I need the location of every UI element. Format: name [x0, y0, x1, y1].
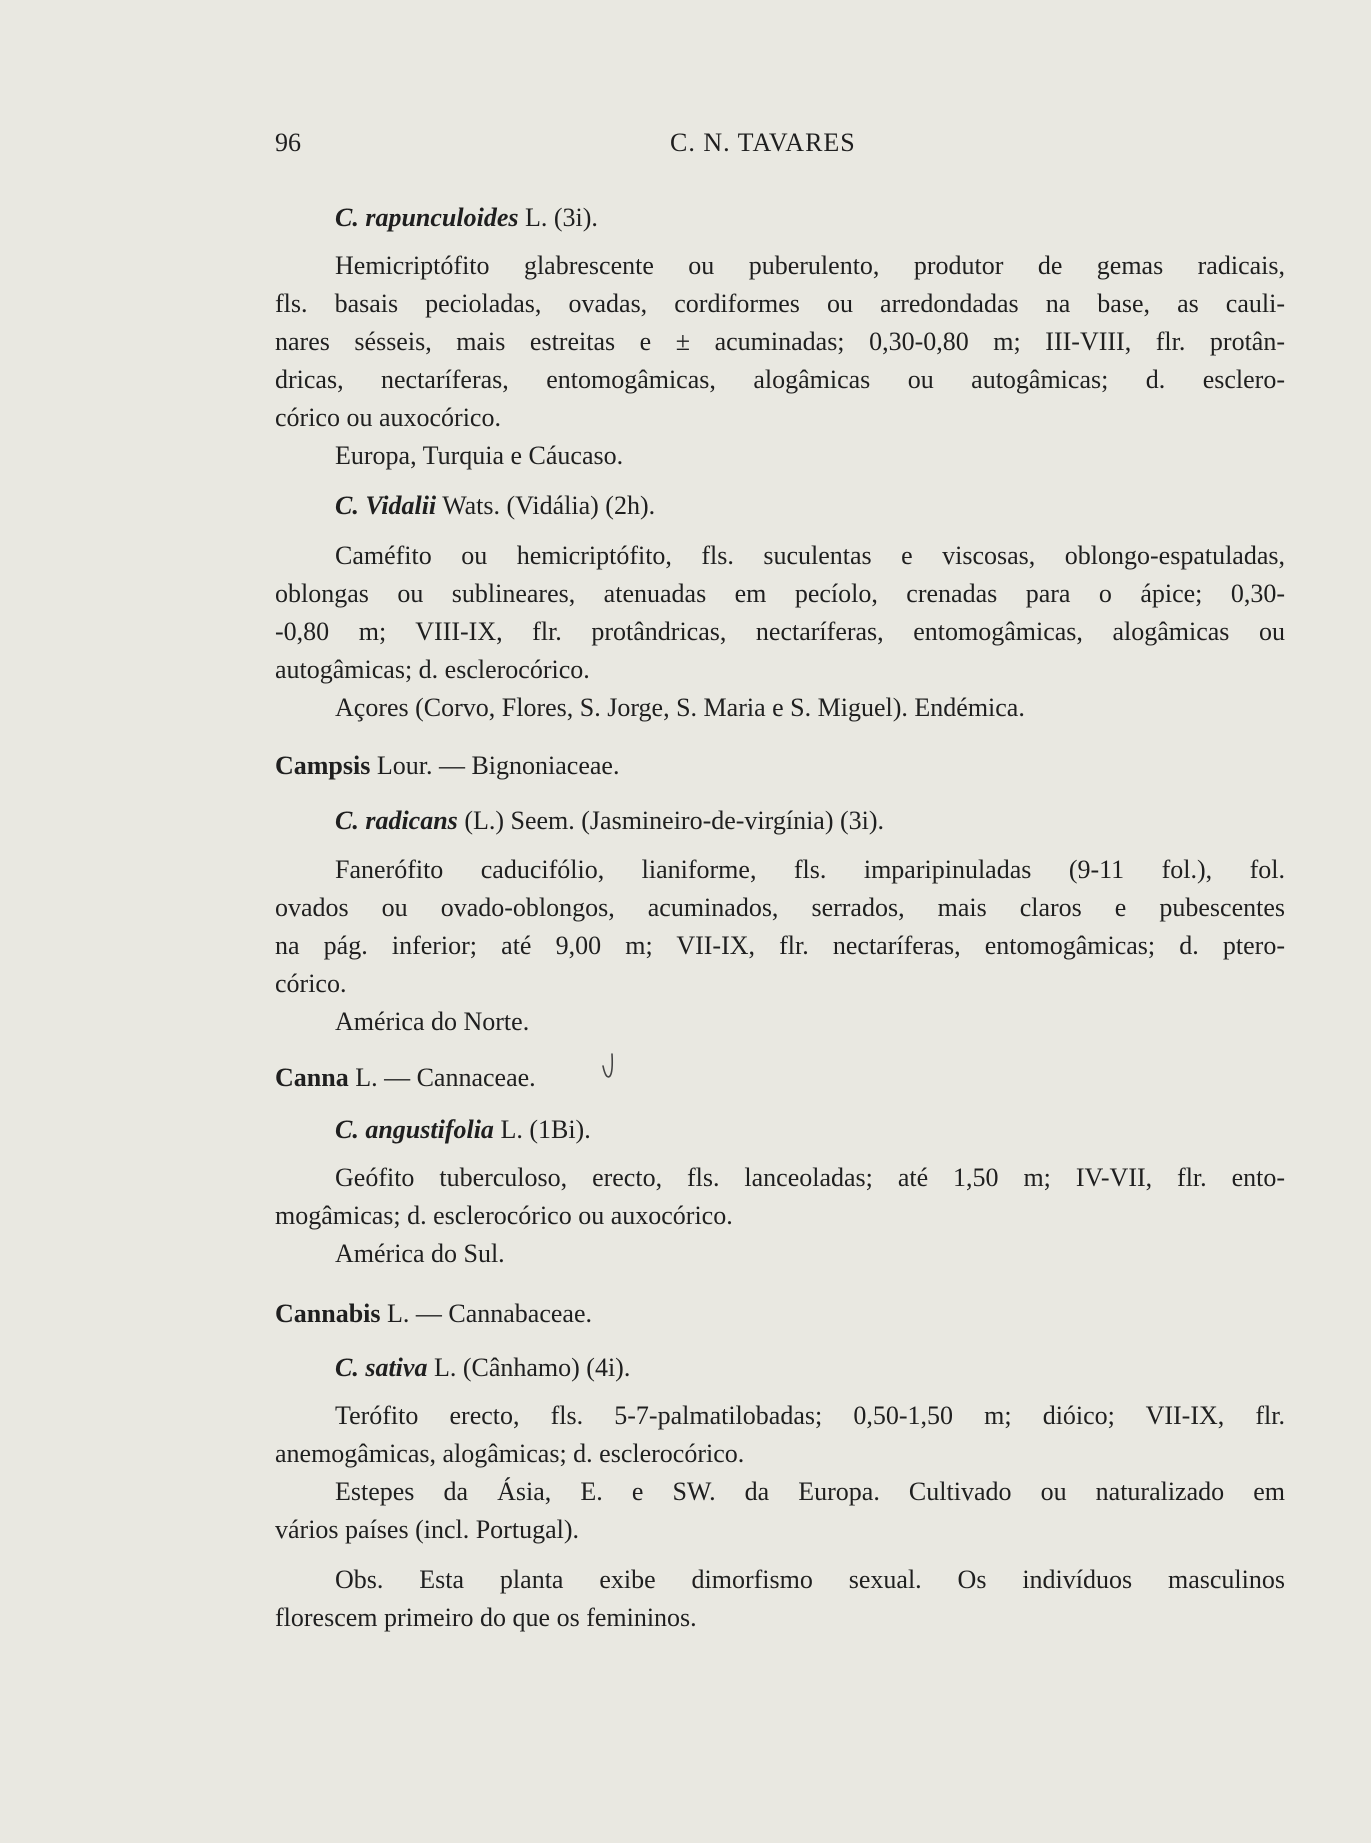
- description-line: fls. basais pecioladas, ovadas, cordiformes ou arredondadas na base, as cauli-: [275, 289, 1285, 318]
- description-line: Fanerófito caducifólio, lianiforme, fls. imparipinuladas (9-11 fol.), fol.: [335, 855, 1285, 884]
- distribution-line: Açores (Corvo, Flores, S. Jorge, S. Maria e S. Miguel). Endémica.: [335, 693, 1025, 722]
- running-author: C. N. TAVARES: [670, 128, 856, 157]
- genus-heading: Canna L. — Cannaceae.: [275, 1063, 536, 1092]
- species-heading: C. Vidalii Wats. (Vidália) (2h).: [335, 491, 656, 520]
- species-heading: C. radicans (L.) Seem. (Jasmineiro-de-virgínia) (3i).: [335, 806, 885, 835]
- page-number: 96: [275, 128, 301, 157]
- observation-line: florescem primeiro do que os femininos.: [275, 1603, 697, 1632]
- description-line: dricas, nectaríferas, entomogâmicas, alogâmicas ou autogâmicas; d. esclero-: [275, 365, 1285, 394]
- genus-heading: Cannabis L. — Cannabaceae.: [275, 1299, 593, 1328]
- description-line: na pág. inferior; até 9,00 m; VII-IX, flr. nectaríferas, entomogâmicas; d. ptero-: [275, 931, 1285, 960]
- observation-line: Obs. Esta planta exibe dimorfismo sexual. Os indivíduos masculinos: [335, 1565, 1285, 1594]
- description-line: córico.: [275, 969, 347, 998]
- genus-heading: Campsis Lour. — Bignoniaceae.: [275, 751, 620, 780]
- distribution-line: América do Norte.: [335, 1007, 530, 1036]
- species-heading: C. sativa L. (Cânhamo) (4i).: [335, 1353, 631, 1382]
- distribution-line: América do Sul.: [335, 1239, 505, 1268]
- running-header: [275, 128, 1275, 168]
- description-line: córico ou auxocórico.: [275, 403, 501, 432]
- pencil-checkmark-icon: [600, 1050, 620, 1084]
- description-line: nares sésseis, mais estreitas e ± acuminadas; 0,30-0,80 m; III-VIII, flr. protân-: [275, 327, 1285, 356]
- description-line: oblongas ou sublineares, atenuadas em pecíolo, crenadas para o ápice; 0,30-: [275, 579, 1285, 608]
- description-line: Terófito erecto, fls. 5-7-palmatilobadas; 0,50-1,50 m; dióico; VII-IX, flr.: [335, 1401, 1285, 1430]
- species-heading: C. rapunculoides L. (3i).: [335, 203, 598, 232]
- distribution-line: Europa, Turquia e Cáucaso.: [335, 441, 624, 470]
- description-line: -0,80 m; VIII-IX, flr. protândricas, nectaríferas, entomogâmicas, alogâmicas ou: [275, 617, 1285, 646]
- distribution-line: Estepes da Ásia, E. e SW. da Europa. Cultivado ou naturalizado em: [335, 1477, 1285, 1506]
- species-heading: C. angustifolia L. (1Bi).: [335, 1115, 591, 1144]
- description-line: ovados ou ovado-oblongos, acuminados, serrados, mais claros e pubescentes: [275, 893, 1285, 922]
- description-line: Hemicriptófito glabrescente ou puberulento, produtor de gemas radicais,: [335, 251, 1285, 280]
- description-line: autogâmicas; d. esclerocórico.: [275, 655, 590, 684]
- distribution-line: vários países (incl. Portugal).: [275, 1515, 579, 1544]
- description-line: Caméfito ou hemicriptófito, fls. suculentas e viscosas, oblongo-espatuladas,: [335, 541, 1285, 570]
- description-line: mogâmicas; d. esclerocórico ou auxocórico.: [275, 1201, 733, 1230]
- description-line: Geófito tuberculoso, erecto, fls. lanceoladas; até 1,50 m; IV-VII, flr. ento-: [335, 1163, 1285, 1192]
- description-line: anemogâmicas, alogâmicas; d. esclerocórico.: [275, 1439, 745, 1468]
